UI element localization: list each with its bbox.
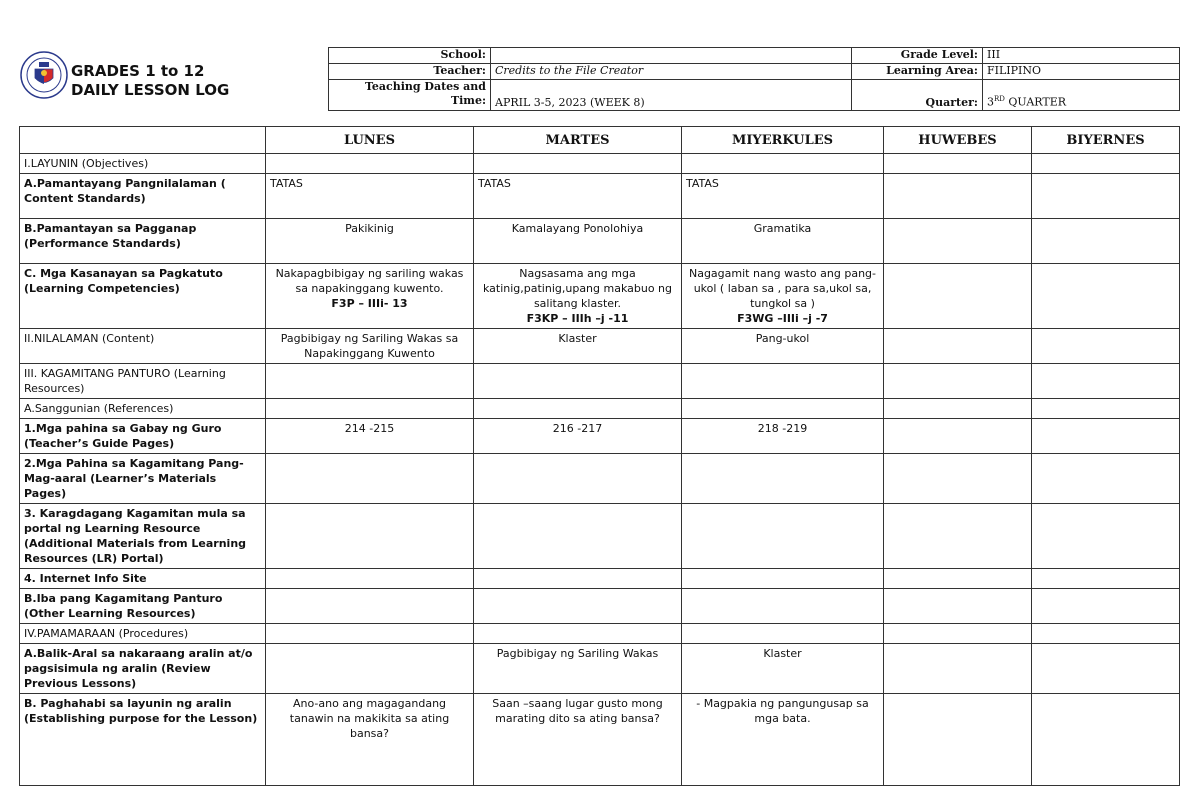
row-label: 1.Mga pahina sa Gabay ng Guro (Teacher’s Guide Pages) [20,419,266,454]
cell [682,569,884,589]
cell [266,264,474,329]
cell: TATAS [266,174,474,219]
table-row [20,264,1180,329]
cell [474,264,682,329]
school-value [491,48,852,64]
cell [884,644,1032,694]
row-label: 2.Mga Pahina sa Kagamitang Pang-Mag-aaral (Learner’s Materials Pages) [20,454,266,504]
cell: Pagbibigay ng Sariling Wakas sa Napakinggang Kuwento [266,329,474,364]
cell [1032,154,1180,174]
deped-seal-icon [20,51,68,99]
row-label: 3. Karagdagang Kagamitan mula sa portal ng Learning Resource (Additional Materials from Learning Resources (LR) Portal) [20,504,266,569]
cell: Ano-ano ang magagandang tanawin na makikita sa ating bansa? [266,694,474,786]
quarter-label: Quarter: [852,80,983,111]
cell [884,219,1032,264]
row-label: B.Iba pang Kagamitang Panturo (Other Learning Resources) [20,589,266,624]
cell [266,624,474,644]
cell [682,504,884,569]
cell [884,419,1032,454]
table-row [20,694,1180,786]
table-row [20,504,1180,569]
row-label: III. KAGAMITANG PANTURO (Learning Resources) [20,364,266,399]
cell [682,589,884,624]
corner-header [20,127,266,154]
table-row [20,644,1180,694]
cell: 218 -219 [682,419,884,454]
cell [1032,569,1180,589]
cell [266,454,474,504]
cell: 214 -215 [266,419,474,454]
cell [884,399,1032,419]
competency-code: F3KP – IIIh –j -11 [526,312,629,325]
table-row [20,419,1180,454]
cell [474,589,682,624]
row-label-text: I.LAYUNIN (Objectives) [24,157,149,170]
cell [884,364,1032,399]
cell [1032,264,1180,329]
cell [682,454,884,504]
cell: Klaster [474,329,682,364]
competency-text: Nagsasama ang mga katinig,patinig,upang makabuo ng salitang klaster. [482,267,673,310]
title-line-1: GRADES 1 to 12 [71,62,205,80]
day-header-row [20,127,1180,154]
cell: Saan –saang lugar gusto mong marating dito sa ating bansa? [474,694,682,786]
cell [474,624,682,644]
dates-value: APRIL 3-5, 2023 (WEEK 8) [491,80,852,111]
lesson-log-table [19,126,1180,786]
info-table [328,47,1180,111]
title-line-2: DAILY LESSON LOG [71,81,230,99]
cell [682,264,884,329]
cell: TATAS [682,174,884,219]
dates-label-line-2: Time: [450,94,486,107]
day-header: LUNES [266,127,474,154]
competency-code: F3WG –IIIi –j -7 [737,312,828,325]
table-row [20,219,1180,264]
cell: 216 -217 [474,419,682,454]
competency-code: F3P – IIIi- 13 [331,297,408,310]
quarter-number: 3 [987,96,994,109]
cell: Pakikinig [266,219,474,264]
row-label: C. Mga Kasanayan sa Pagkatuto (Learning Competencies) [20,264,266,329]
row-label: B. Paghahabi sa layunin ng aralin (Establishing purpose for the Lesson) [20,694,266,786]
cell [266,569,474,589]
cell [266,399,474,419]
cell [1032,399,1180,419]
cell [1032,174,1180,219]
cell [1032,454,1180,504]
row-label: A.Pamantayang Pangnilalaman ( Content Standards) [20,174,266,219]
row-label: A.Balik-Aral sa nakaraang aralin at/o pagsisimula ng aralin (Review Previous Lessons) [20,644,266,694]
cell [1032,694,1180,786]
grade-value: III [983,48,1180,64]
grade-label: Grade Level: [852,48,983,64]
row-label: 4. Internet Info Site [20,569,266,589]
cell [682,364,884,399]
area-label: Learning Area: [852,64,983,80]
cell [682,624,884,644]
area-value: FILIPINO [983,64,1180,80]
cell [1032,589,1180,624]
quarter-suffix: RD [994,95,1005,104]
cell [682,399,884,419]
table-row [20,399,1180,419]
day-header: MIYERKULES [682,127,884,154]
teacher-label: Teacher: [329,64,491,80]
school-label: School: [329,48,491,64]
table-row [20,329,1180,364]
dates-label [329,80,491,111]
cell [266,644,474,694]
cell [1032,419,1180,454]
cell [266,504,474,569]
cell [682,154,884,174]
cell: Gramatika [682,219,884,264]
cell [884,504,1032,569]
cell [266,154,474,174]
cell [1032,624,1180,644]
cell [884,329,1032,364]
table-row [20,364,1180,399]
table-row [20,624,1180,644]
cell [474,569,682,589]
table-row [20,174,1180,219]
row-label [20,154,266,174]
table-row [20,589,1180,624]
day-header: MARTES [474,127,682,154]
cell: - Magpakia ng pangungusap sa mga bata. [682,694,884,786]
cell [884,174,1032,219]
competency-text: Nakapagbibigay ng sariling wakas sa napakinggang kuwento. [275,267,464,295]
cell [884,569,1032,589]
cell: Pagbibigay ng Sariling Wakas [474,644,682,694]
cell: Klaster [682,644,884,694]
cell [884,454,1032,504]
quarter-word: QUARTER [1008,96,1067,109]
day-header: HUWEBES [884,127,1032,154]
quarter-value [983,80,1180,111]
cell [474,399,682,419]
cell [266,364,474,399]
row-label: IV.PAMAMARAAN (Procedures) [20,624,266,644]
competency-text: Nagagamit nang wasto ang pang-ukol ( laban sa , para sa,ukol sa, tungkol sa ) [688,267,876,310]
cell [884,154,1032,174]
table-row [20,154,1180,174]
cell [266,589,474,624]
row-label: B.Pamantayan sa Pagganap (Performance Standards) [20,219,266,264]
row-label: II.NILALAMAN (Content) [20,329,266,364]
teacher-value: Credits to the File Creator [491,64,852,80]
cell [474,364,682,399]
cell [474,454,682,504]
cell [1032,364,1180,399]
cell [474,504,682,569]
dates-label-line-1: Teaching Dates and [364,80,486,93]
cell [884,694,1032,786]
cell: TATAS [474,174,682,219]
cell: Pang-ukol [682,329,884,364]
cell: Kamalayang Ponolohiya [474,219,682,264]
document-title [71,62,229,100]
cell [884,264,1032,329]
cell [1032,329,1180,364]
cell [1032,219,1180,264]
cell [1032,644,1180,694]
row-label: A.Sanggunian (References) [20,399,266,419]
cell [1032,504,1180,569]
cell [474,154,682,174]
day-header: BIYERNES [1032,127,1180,154]
table-row [20,454,1180,504]
cell [884,624,1032,644]
cell [884,589,1032,624]
table-row [20,569,1180,589]
